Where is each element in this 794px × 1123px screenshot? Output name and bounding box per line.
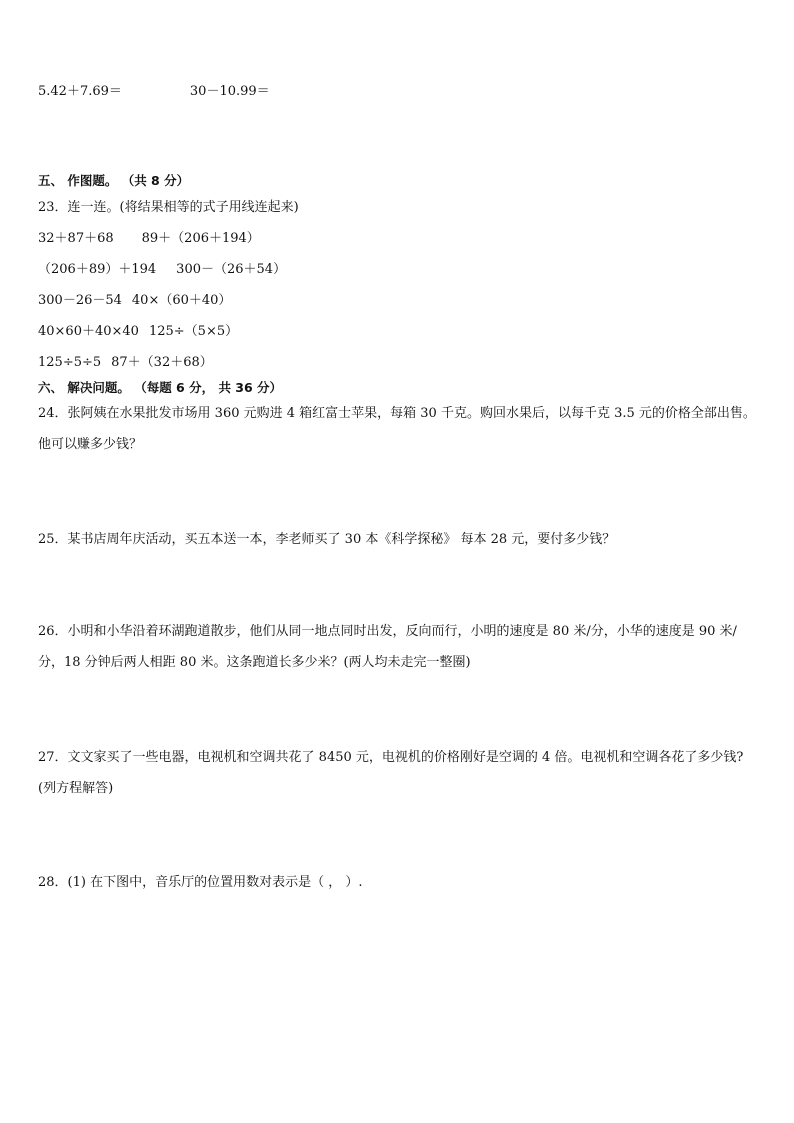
arithmetic-expression: 5.42＋7.69＝ [38,84,122,99]
matching-right-expression: 87＋（32＋68） [111,355,213,370]
matching-right-expression: 125÷（5×5） [148,324,239,339]
question-27: 27．文文家买了一些电器，电视机和空调共花了 8450 元，电视机的价格刚好是空调的 4 倍。电视机和空调各花了多少钱?(列方程解答) [38,750,744,796]
matching-right-expression: 40×（60＋40） [131,293,232,308]
question-28: 28．(1) 在下图中，音乐厅的位置用数对表示是（ ， ）. [38,875,363,890]
arithmetic-row [38,84,270,100]
matching-pair [38,231,260,247]
section-heading: 六、 解决问题。 （每题 6 分， 共 36 分） [38,380,283,395]
matching-right-expression: 89＋（206＋194） [141,231,260,246]
question-24: 24．张阿姨在水果批发市场用 360 元购进 4 箱红富士苹果，每箱 30 千克。购回水果后，以每千克 3.5 元的价格全部出售。他可以赚多少钱？ [38,406,756,452]
matching-pair [38,324,238,340]
matching-pair [38,262,286,278]
matching-left-expression: 300－26－54 [38,293,122,308]
arithmetic-expression: 30－10.99＝ [189,84,270,99]
matching-left-expression: 32＋87＋68 [38,231,114,246]
matching-right-expression: 300－（26＋54） [176,262,287,277]
question-26: 26．小明和小华沿着环湖跑道散步，他们从同一地点同时出发，反向而行，小明的速度是 80 米/分，小华的速度是 90 米/分，18 分钟后两人相距 80 米。这条跑道长多少米？(两人均未走完一整圈) [38,624,737,670]
matching-left-expression: 40×60＋40×40 [38,324,139,339]
matching-pair [38,293,231,309]
section-heading: 五、 作图题。 （共 8 分） [38,173,190,188]
question-25: 25．某书店周年庆活动，买五本送一本，李老师买了 30 本《科学探秘》 每本 28 元，要付多少钱？ [38,532,616,547]
matching-pair [38,355,213,371]
matching-left-expression: （206＋89）＋194 [38,262,157,277]
matching-left-expression: 125÷5÷5 [38,355,102,370]
question-23: 23．连一连。(将结果相等的式子用线连起来) [38,200,299,215]
